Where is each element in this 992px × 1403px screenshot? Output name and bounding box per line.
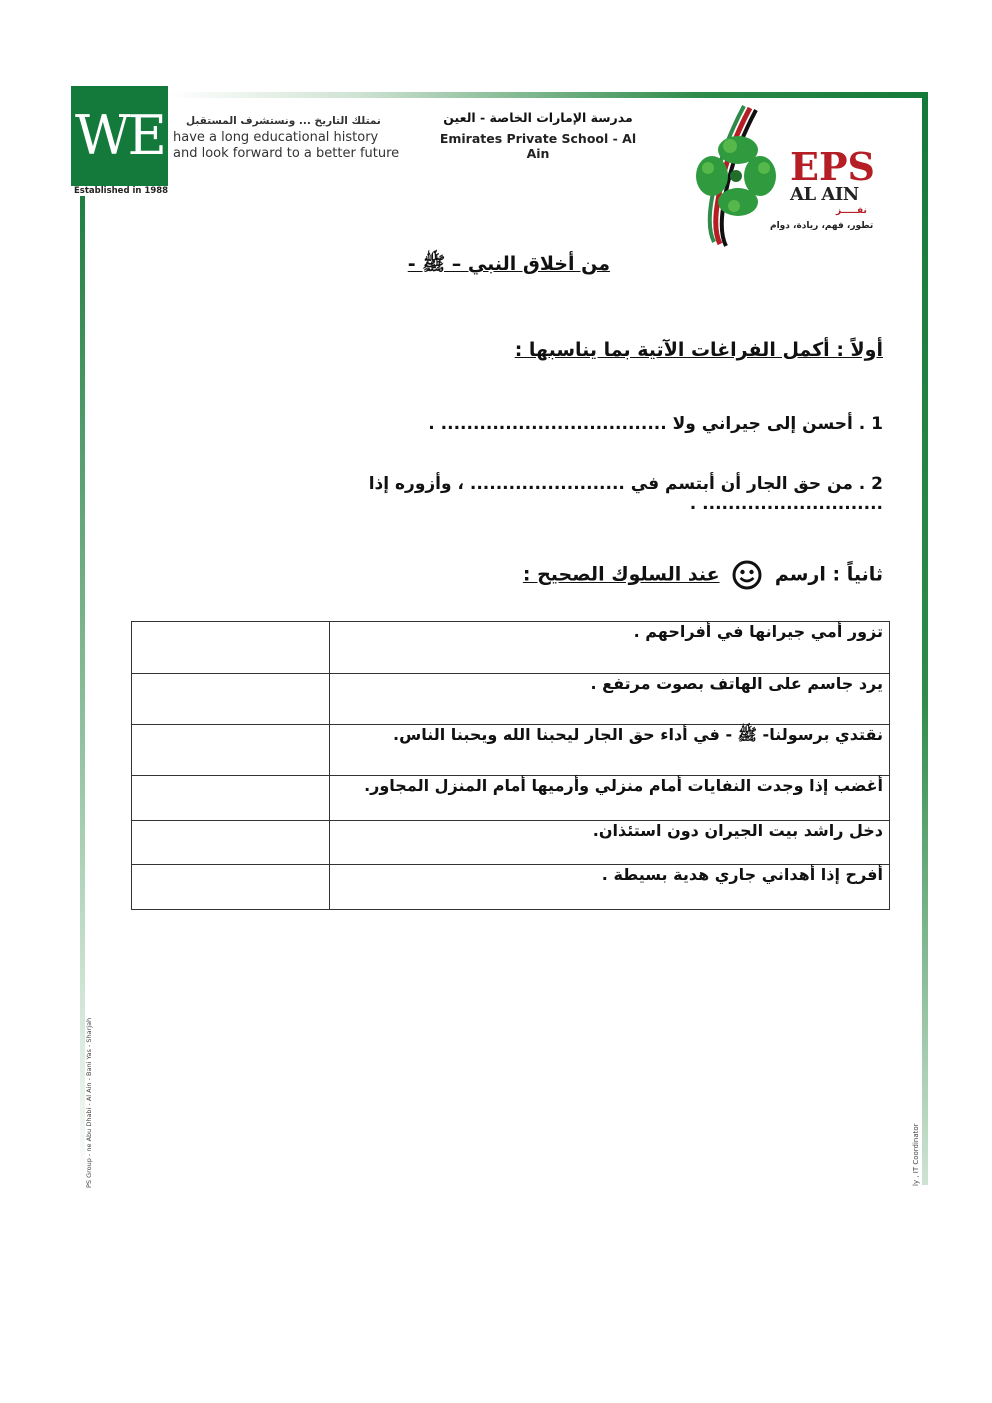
section2-heading-part1: ثانياً : ارسم [774, 563, 883, 586]
answer-cell[interactable] [132, 776, 330, 821]
table-row [132, 865, 890, 910]
eps-slogan-top: نفـــــز [836, 206, 867, 216]
eps-logo-city: AL AIN [790, 184, 859, 205]
eps-logo-letter-e: E [790, 144, 819, 189]
we-established: Established in 1988 [74, 186, 169, 196]
frame-right-border [922, 92, 928, 1185]
school-name-en: Emirates Private School - Al Ain [439, 131, 637, 161]
behaviour-statement: دخل راشد بيت الجيران دون استئذان. [330, 821, 890, 865]
answer-cell[interactable] [132, 622, 330, 674]
eps-logo-letters [790, 144, 875, 189]
smiley-face-icon [732, 560, 762, 590]
footer-left-vertical [85, 1017, 100, 1188]
eps-logo-letters-ps: PS [818, 144, 875, 189]
fill-blank-question-2: 2 . من حق الجار أن أبتسم في ........................ ، وأزوره إذا ............................ . [368, 474, 883, 514]
section1-heading: أولاً : أكمل الفراغات الآتية بما يناسبها : [514, 339, 883, 361]
answer-cell[interactable] [132, 725, 330, 776]
fill-blank-question-1: 1 . أحسن إلى جيراني ولا ................................... . [428, 414, 883, 434]
table-row [132, 674, 890, 725]
worksheet-title-text: من أخلاق النبي – ﷺ - [407, 253, 610, 275]
table-row [132, 725, 890, 776]
frame-top-border [168, 92, 928, 98]
we-logo-text: WE [75, 104, 164, 167]
school-name-ar: مدرسة الإمارات الخاصة - العين [443, 110, 633, 125]
eps-slogan: تطور، فهم، ريادة، دوام [770, 221, 874, 231]
answer-cell[interactable] [132, 821, 330, 865]
answer-cell[interactable] [132, 865, 330, 910]
we-tagline-ar: نمتلك التاريخ ... ونستشرف المستقبل [186, 115, 381, 127]
behaviour-statement: يرد جاسم على الهاتف بصوت مرتفع . [330, 674, 890, 725]
behaviour-statement: أفرح إذا أهداني جاري هدية بسيطة . [330, 865, 890, 910]
worksheet-title [360, 252, 610, 280]
footer-right-text: ly , IT Coordinator [912, 1123, 920, 1186]
behaviour-table [131, 621, 890, 910]
footer-right-vertical [912, 1110, 924, 1186]
section2-heading-part2: عند السلوك الصحيح : [522, 563, 720, 586]
behaviour-statement: تزور أمي جيرانها في أفراحهم . [330, 622, 890, 674]
we-tagline-en: have a long educational history and look forward to a better future [173, 130, 400, 161]
section2-heading [480, 560, 883, 590]
table-row [132, 622, 890, 674]
footer-left-text: PS Group - ne Abu Dhabi - Al Ain - Bani Yas - Sharjah [85, 1017, 93, 1188]
table-row [132, 821, 890, 865]
behaviour-statement: أغضب إذا وجدت النفايات أمام منزلي وأرميها أمام المنزل المجاور. [330, 776, 890, 821]
we-logo [71, 86, 168, 186]
table-row [132, 776, 890, 821]
answer-cell[interactable] [132, 674, 330, 725]
behaviour-statement: نقتدي برسولنا- ﷺ - في أداء حق الجار ليحبنا الله ويحبنا الناس. [330, 725, 890, 776]
